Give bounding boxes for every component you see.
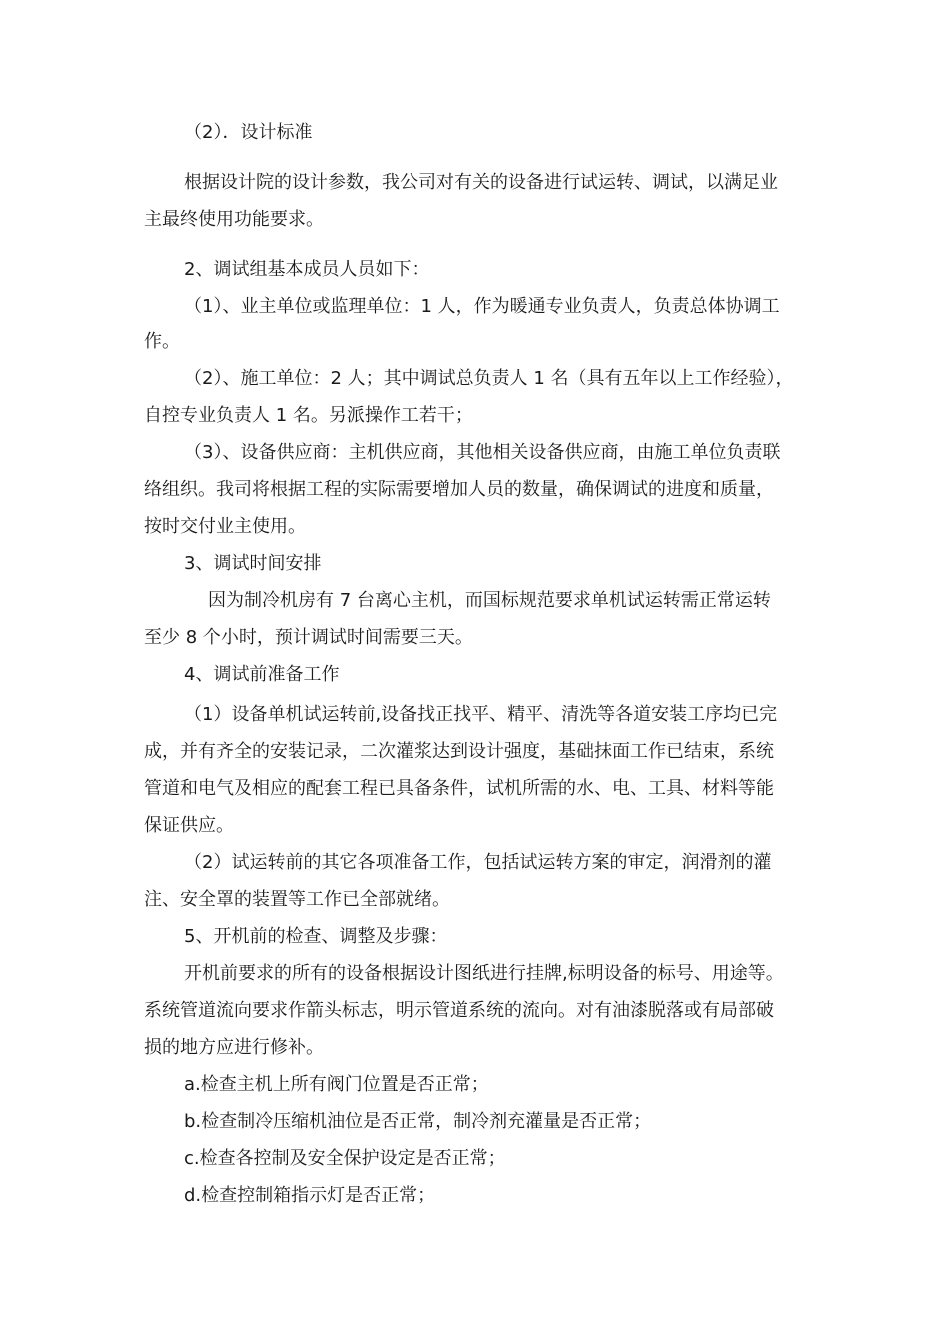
heading-design-standard: （2）．设计标准 <box>184 122 313 143</box>
paragraph-line: （2）试运转前的其它各项准备工作，包括试运转方案的审定，润滑剂的灌 <box>184 852 772 873</box>
checklist-item: b.检查制冷压缩机油位是否正常，制冷剂充灌量是否正常； <box>184 1111 652 1132</box>
paragraph-line: 按时交付业主使用。 <box>144 516 306 537</box>
paragraph-line: 络组织。我司将根据工程的实际需要增加人员的数量，确保调试的进度和质量， <box>144 479 774 500</box>
paragraph-line: （3）、设备供应商：主机供应商，其他相关设备供应商，由施工单位负责联 <box>184 442 781 463</box>
paragraph-line: 作。 <box>144 331 180 352</box>
paragraph-line: 保证供应。 <box>144 815 234 836</box>
paragraph-line: 至少 8 个小时，预计调试时间需要三天。 <box>144 627 473 648</box>
paragraph-line: 自控专业负责人 1 名。另派操作工若干； <box>144 405 473 426</box>
paragraph-line: 开机前要求的所有的设备根据设计图纸进行挂牌,标明设备的标号、用途等。 <box>184 963 784 984</box>
checklist-item: a.检查主机上所有阀门位置是否正常； <box>184 1074 489 1095</box>
heading-pre-start-check: 5、开机前的检查、调整及步骤： <box>184 926 448 947</box>
paragraph-line: 注、安全罩的装置等工作已全部就绪。 <box>144 889 450 910</box>
paragraph-line: 因为制冷机房有 7 台离心主机，而国标规范要求单机试运转需正常运转 <box>208 590 771 611</box>
checklist-item: c.检查各控制及安全保护设定是否正常； <box>184 1148 506 1169</box>
paragraph-line: （1）、业主单位或监理单位：1 人，作为暖通专业负责人，负责总体协调工 <box>184 296 780 317</box>
heading-team-members: 2、调试组基本成员人员如下： <box>184 259 430 280</box>
paragraph-line: 主最终使用功能要求。 <box>144 209 324 230</box>
paragraph-line: 损的地方应进行修补。 <box>144 1037 324 1058</box>
paragraph-line: 系统管道流向要求作箭头标志，明示管道系统的流向。对有油漆脱落或有局部破 <box>144 1000 774 1021</box>
paragraph-line: 根据设计院的设计参数，我公司对有关的设备进行试运转、调试，以满足业 <box>184 172 778 193</box>
paragraph-line: （1）设备单机试运转前,设备找正找平、精平、清洗等各道安装工序均已完 <box>184 704 778 725</box>
checklist-item: d.检查控制箱指示灯是否正常； <box>184 1185 436 1206</box>
heading-schedule: 3、调试时间安排 <box>184 553 322 574</box>
paragraph-line: 管道和电气及相应的配套工程已具备条件，试机所需的水、电、工具、材料等能 <box>144 778 774 799</box>
heading-preparation: 4、调试前准备工作 <box>184 664 340 685</box>
paragraph-line: （2）、施工单位：2 人；其中调试总负责人 1 名（具有五年以上工作经验）， <box>184 368 794 389</box>
paragraph-line: 成，并有齐全的安装记录，二次灌浆达到设计强度，基础抹面工作已结束，系统 <box>144 741 774 762</box>
